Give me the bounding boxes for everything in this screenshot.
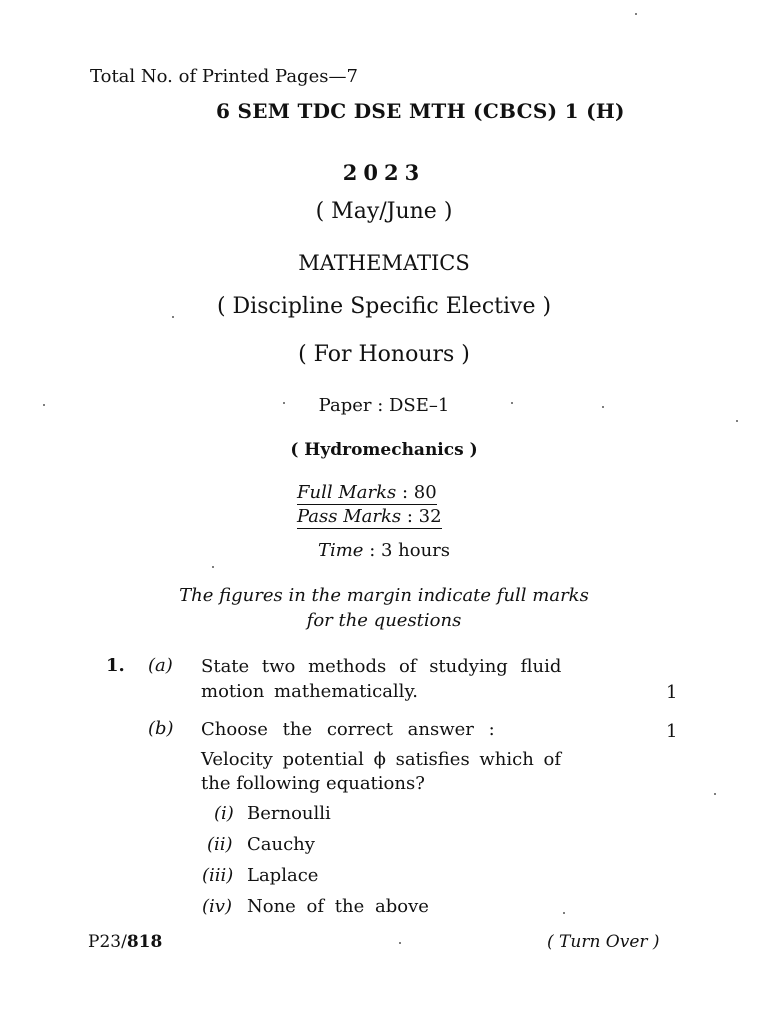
question-number: 1. — [106, 655, 125, 676]
subquestion-a-line-2: motion mathematically. — [201, 681, 418, 702]
course-code: 6 SEM TDC DSE MTH (CBCS) 1 (H) — [216, 99, 625, 123]
exam-time — [0, 540, 768, 561]
subject-title: MATHEMATICS — [298, 251, 470, 275]
instructions-line-2: for the questions — [306, 610, 462, 631]
scan-speck — [563, 912, 565, 914]
option-text: Laplace — [247, 865, 319, 886]
scan-speck — [399, 942, 401, 944]
option-text: Bernoulli — [247, 803, 331, 824]
subquestion-a-label: (a) — [148, 655, 173, 676]
scan-speck — [714, 793, 716, 795]
pass-marks — [297, 506, 442, 529]
scan-speck — [172, 316, 174, 318]
pass-marks-label: Pass Marks — [297, 506, 402, 527]
printed-pages: Total No. of Printed Pages—7 — [90, 66, 358, 87]
scan-speck — [602, 406, 604, 408]
full-marks-value: : 80 — [401, 482, 437, 503]
marks-block — [297, 482, 442, 529]
scan-speck — [635, 13, 637, 15]
time-label: Time — [317, 540, 364, 561]
subquestion-b-label: (b) — [148, 718, 174, 739]
exam-year: 2023 — [342, 160, 426, 185]
course-type: ( Discipline Specific Elective ) — [216, 294, 552, 319]
paper-title: ( Hydromechanics ) — [290, 440, 478, 460]
scan-speck — [736, 420, 738, 422]
subquestion-a-line-1: State two methods of studying fluid — [201, 656, 562, 677]
scan-speck — [511, 402, 513, 404]
course-level: ( For Honours ) — [298, 342, 470, 367]
paper-number: Paper : DSE–1 — [318, 395, 450, 416]
turn-over-note: ( Turn Over ) — [547, 932, 660, 952]
full-marks-label: Full Marks — [297, 482, 397, 503]
subquestion-a-marks: 1 — [666, 682, 678, 703]
time-value: : 3 hours — [369, 540, 451, 561]
option-label: (iv) — [202, 896, 232, 917]
scan-speck — [212, 566, 214, 568]
exam-session: ( May/June ) — [315, 199, 453, 224]
paper-code — [88, 932, 162, 952]
instructions-line-1: The figures in the margin indicate full marks — [179, 585, 589, 606]
pass-marks-value: : 32 — [406, 506, 442, 527]
paper-code-prefix: P23/ — [88, 932, 127, 952]
option-label: (i) — [214, 803, 234, 824]
instructions — [0, 583, 768, 633]
scan-speck — [283, 402, 285, 404]
scan-speck — [43, 404, 45, 406]
subquestion-b-line-2: Velocity potential ϕ satisfies which of — [201, 749, 562, 770]
option-text: Cauchy — [247, 834, 315, 855]
option-label: (iii) — [202, 865, 234, 886]
option-text: None of the above — [247, 896, 429, 917]
option-label: (ii) — [207, 834, 233, 855]
subquestion-b-line-3: the following equations? — [201, 773, 425, 794]
paper-code-number: 818 — [126, 932, 163, 952]
subquestion-b-marks: 1 — [666, 721, 678, 742]
subquestion-b-line-1: Choose the correct answer : — [201, 719, 495, 740]
full-marks — [297, 482, 437, 505]
